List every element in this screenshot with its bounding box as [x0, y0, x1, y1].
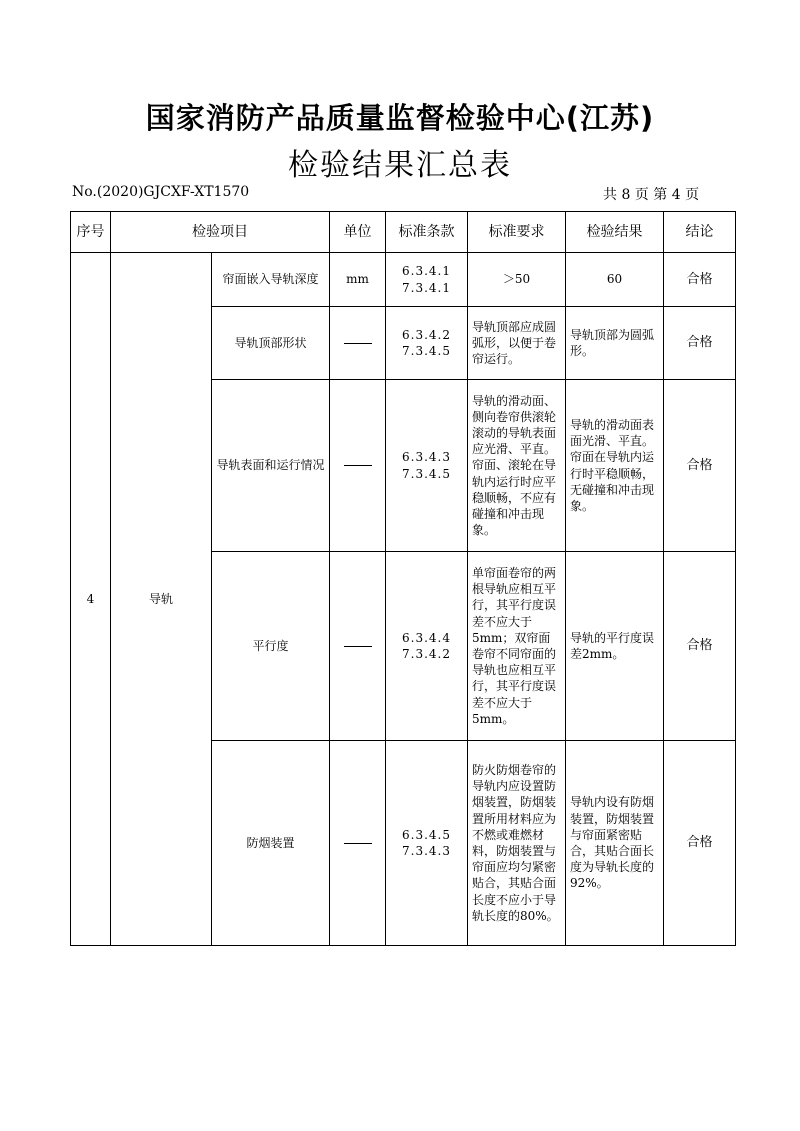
- clause-line: 6.3.4.5: [402, 827, 451, 842]
- requirement-cell: 导轨的滑动面、侧向卷帘供滚轮滚动的导轨表面应光滑、平直。帘面、滚轮在导轨内运行时应平稳顺畅，不应有碰撞和冲击现象。: [468, 380, 566, 552]
- result-cell: 导轨的滑动面表面光滑、平直。帘面在导轨内运行时平稳顺畅，无碰撞和冲击现象。: [566, 380, 664, 552]
- clause-line: 6.3.4.1: [402, 264, 451, 279]
- conclusion-cell: 合格: [664, 380, 736, 552]
- conclusion-cell: 合格: [664, 741, 736, 946]
- dash-mark: [344, 465, 372, 466]
- unit-cell: [330, 741, 386, 946]
- requirement-cell: 导轨顶部应成圆弧形，以便于卷帘运行。: [468, 307, 566, 380]
- page-info: 共 8 页 第 4 页: [603, 187, 700, 203]
- unit-cell: [330, 552, 386, 741]
- conclusion-cell: 合格: [664, 307, 736, 380]
- dash-mark: [344, 843, 372, 844]
- report-title: 国家消防产品质量监督检验中心(江苏): [145, 101, 655, 135]
- clause-line: 7.3.4.5: [402, 466, 451, 481]
- requirement-cell: 单帘面卷帘的两根导轨应相互平行，其平行度误差不应大于5mm；双帘面卷帘不同帘面的导轨也应相互平行，其平行度误差不应大于5mm。: [468, 552, 566, 741]
- clause-line: 6.3.4.2: [402, 327, 451, 342]
- header-requirement: 标准要求: [468, 212, 566, 253]
- clause-line: 7.3.4.2: [402, 647, 451, 661]
- sub-item: 帘面嵌入导轨深度: [212, 253, 330, 307]
- header-unit: 单位: [330, 212, 386, 253]
- table-row: [71, 253, 736, 307]
- unit-cell: mm: [330, 253, 386, 307]
- group-name: 导轨: [111, 253, 212, 946]
- clause-cell: [386, 253, 468, 307]
- clause-line: 7.3.4.1: [402, 280, 451, 295]
- requirement-cell: 防火防烟卷帘的导轨内应设置防烟装置，防烟装置所用材料应为不燃或难燃材料，防烟装置与帘面应均匀紧密贴合，其贴合面长度不应小于导轨长度的80%。: [468, 741, 566, 946]
- sub-item: 防烟装置: [212, 741, 330, 946]
- conclusion-cell: 合格: [664, 253, 736, 307]
- dash-mark: [344, 343, 372, 344]
- clause-line: 6.3.4.4: [402, 630, 451, 645]
- group-seq: 4: [71, 253, 111, 946]
- clause-cell: [386, 307, 468, 380]
- unit-cell: [330, 380, 386, 552]
- clause-cell: [386, 552, 468, 741]
- sub-item: 导轨顶部形状: [212, 307, 330, 380]
- document-number: No.(2020)GJCXF-XT1570: [72, 184, 250, 200]
- requirement-cell: ＞50: [468, 253, 566, 307]
- result-cell: 导轨内设有防烟装置，防烟装置与帘面紧密贴合，其贴合面长度为导轨长度的92%。: [566, 741, 664, 946]
- report-subtitle: 检验结果汇总表: [288, 148, 512, 183]
- header-result: 检验结果: [566, 212, 664, 253]
- clause-cell: [386, 380, 468, 552]
- result-cell: 60: [566, 253, 664, 307]
- results-table: [70, 211, 736, 946]
- sub-item: 导轨表面和运行情况: [212, 380, 330, 552]
- header-conclusion: 结论: [664, 212, 736, 253]
- header-item: 检验项目: [111, 212, 330, 253]
- sub-item: 平行度: [212, 552, 330, 741]
- result-cell: 导轨的平行度误差2mm。: [566, 552, 664, 741]
- header-seq: 序号: [71, 212, 111, 253]
- result-cell: 导轨顶部为圆弧形。: [566, 307, 664, 380]
- clause-line: 6.3.4.3: [402, 450, 451, 465]
- conclusion-cell: 合格: [664, 552, 736, 741]
- clause-line: 7.3.4.3: [402, 844, 451, 858]
- clause-cell: [386, 741, 468, 946]
- header-clause: 标准条款: [386, 212, 468, 253]
- table-header-row: [71, 212, 736, 253]
- unit-cell: [330, 307, 386, 380]
- dash-mark: [344, 646, 372, 647]
- clause-line: 7.3.4.5: [402, 344, 451, 358]
